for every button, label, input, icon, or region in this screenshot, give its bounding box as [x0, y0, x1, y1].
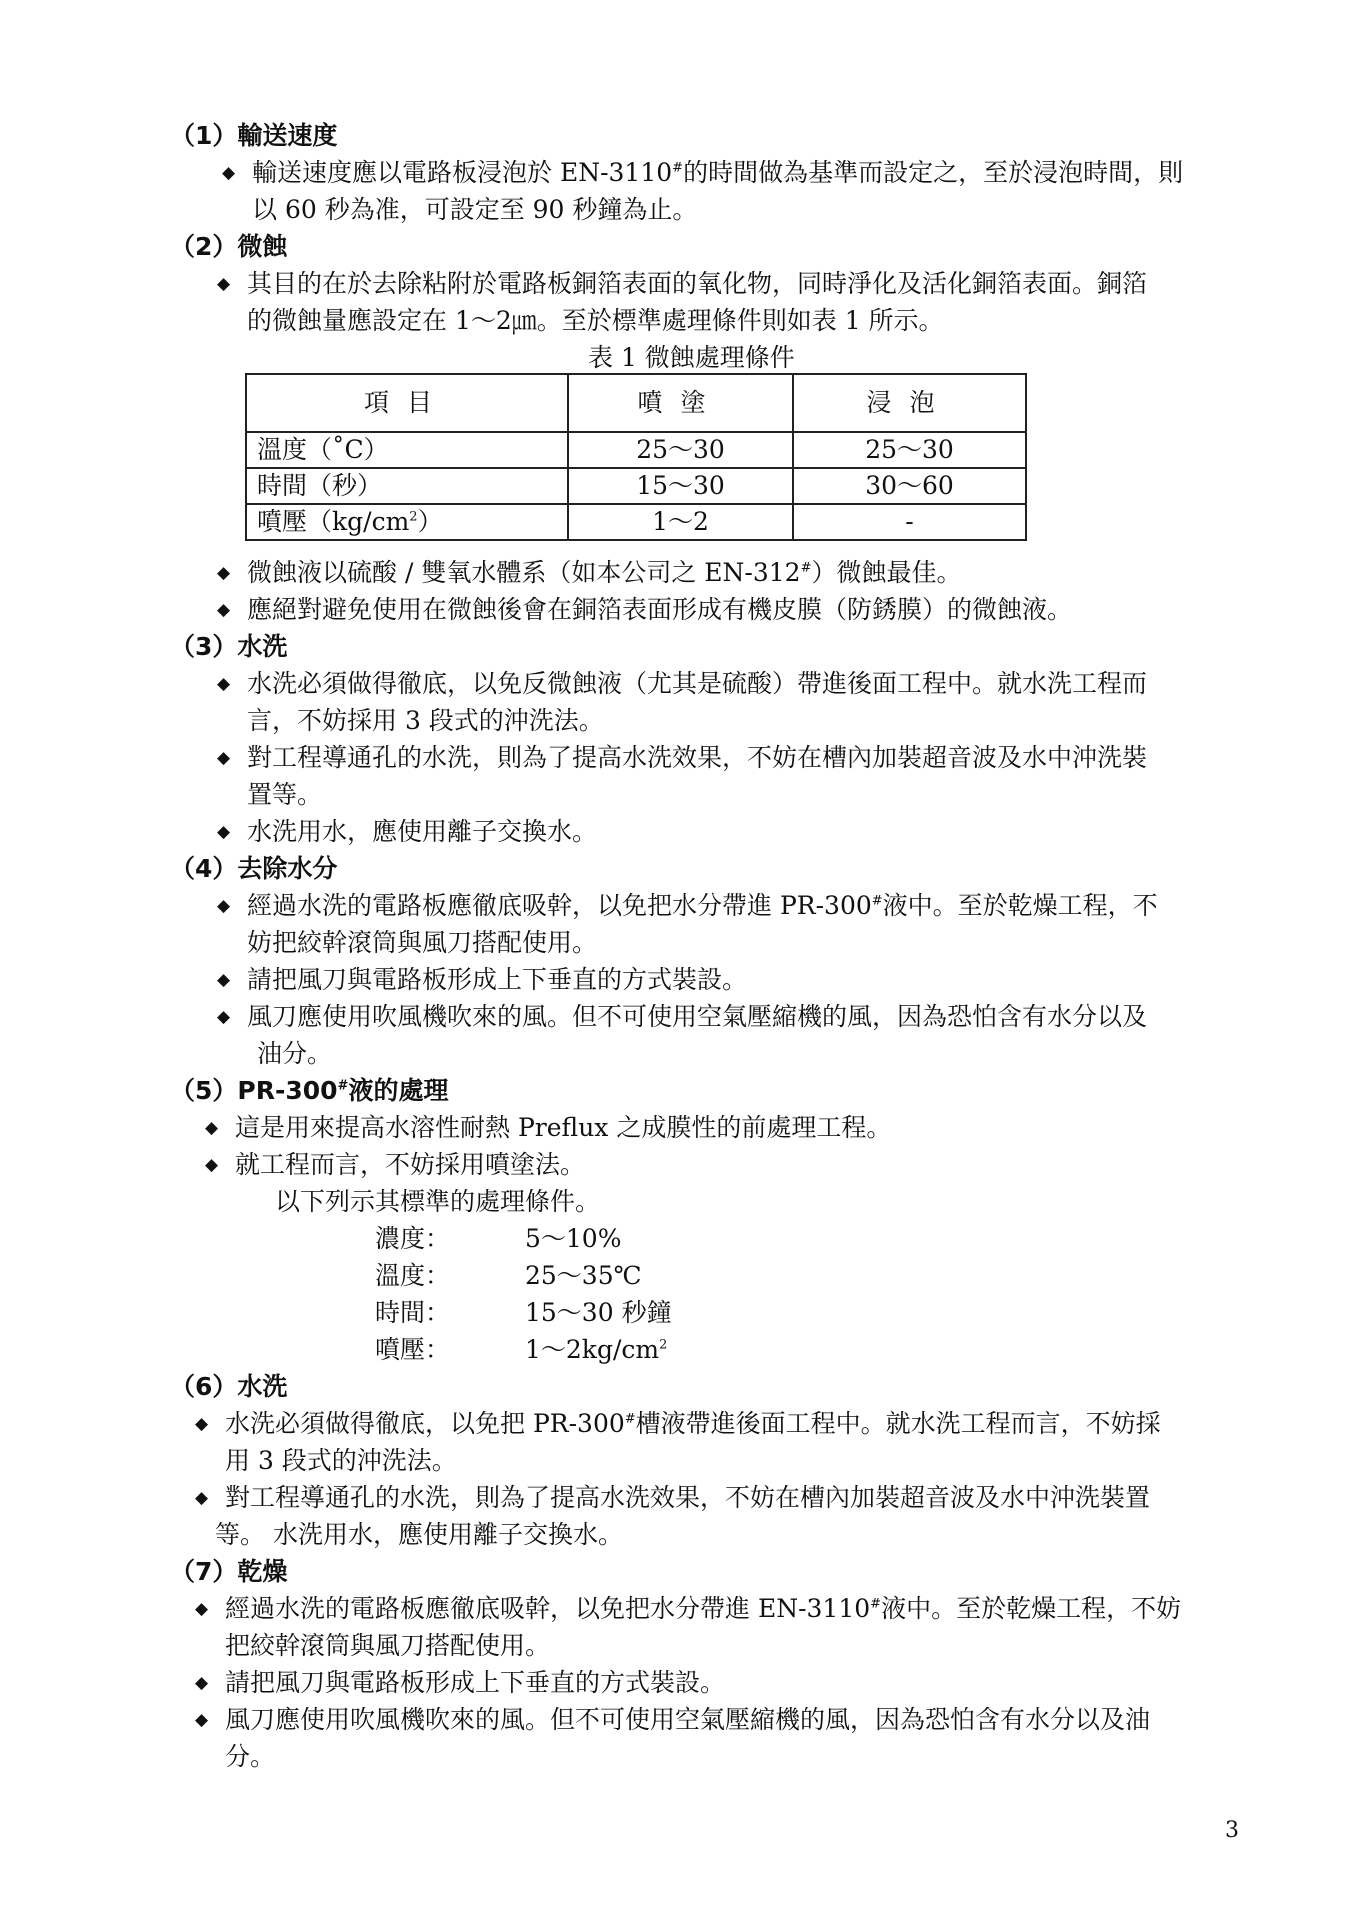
header-dip: 浸泡: [793, 374, 1026, 432]
section-5-title: （5）PR-300#液的處理: [170, 1076, 449, 1105]
section-1-title: （1）輸送速度: [170, 121, 338, 150]
spray-value: 25～30: [568, 432, 793, 468]
s3-bullet-1: ◆ 水洗必須做得徹底，以免反微蝕液（尤其是硫酸）帶進後面工程中。就水洗工程而: [247, 666, 1147, 702]
etch-conditions-table: [245, 373, 1027, 541]
section-7-title: （7）乾燥: [170, 1557, 288, 1586]
s6-bullet-2-cont: 等。 水洗用水，應使用離子交換水。: [215, 1520, 623, 1549]
s7-bullet-3-cont: 分。: [225, 1742, 276, 1771]
row-label: 溫度（˚C）: [246, 432, 568, 468]
cond-key: 時間：: [375, 1298, 451, 1327]
s3-bullet-3: ◆ 水洗用水，應使用離子交換水。: [247, 814, 597, 850]
dip-value: -: [793, 504, 1026, 540]
s3-bullet-1-cont: 言，不妨採用 3 段式的沖洗法。: [247, 706, 604, 735]
s5-intro: 以下列示其標準的處理條件。: [275, 1187, 601, 1216]
s6-bullet-1-cont: 用 3 段式的沖洗法。: [225, 1446, 457, 1475]
dip-value: 25～30: [793, 432, 1026, 468]
s2-bullet-1: ◆ 其目的在於去除粘附於電路板銅箔表面的氧化物，同時淨化及活化銅箔表面。銅箔: [247, 266, 1147, 302]
cond-key: 溫度：: [375, 1261, 451, 1290]
page-number: 3: [1225, 1818, 1239, 1843]
cond-key: 噴壓：: [375, 1335, 451, 1364]
s6-bullet-1: ◆ 水洗必須做得徹底，以免把 PR-300#槽液帶進後面工程中。就水洗工程而言，不妨採: [225, 1406, 1161, 1442]
s4-bullet-1: ◆ 經過水洗的電路板應徹底吸幹，以免把水分帶進 PR-300#液中。至於乾燥工程，不: [247, 888, 1158, 924]
header-spray: 噴塗: [568, 374, 793, 432]
cond-value: 25～35℃: [525, 1261, 642, 1290]
table-caption: 表 1 微蝕處理條件: [588, 343, 795, 372]
s7-bullet-3: ◆ 風刀應使用吹風機吹來的風。但不可使用空氣壓縮機的風，因為恐怕含有水分以及油: [225, 1702, 1150, 1738]
spray-value: 15～30: [568, 468, 793, 504]
s5-bullet-1: ◆ 這是用來提高水溶性耐熱 Preflux 之成膜性的前處理工程。: [235, 1110, 891, 1146]
s1-bullet-1: ◆ 輸送速度應以電路板浸泡於 EN-3110#的時間做為基準而設定之，至於浸泡時間，則: [252, 155, 1183, 191]
cond-value: 15～30 秒鐘: [525, 1298, 672, 1327]
section-2-title: （2）微蝕: [170, 232, 288, 261]
table-row: [246, 432, 1026, 468]
s3-bullet-2: ◆ 對工程導通孔的水洗，則為了提高水洗效果，不妨在槽內加裝超音波及水中沖洗裝: [247, 740, 1147, 776]
s2-bullet-2: ◆ 微蝕液以硫酸 / 雙氧水體系（如本公司之 EN-312#）微蝕最佳。: [247, 555, 961, 591]
s2-bullet-1-cont: 的微蝕量應設定在 1～2㎛。至於標準處理條件則如表 1 所示。: [247, 306, 944, 335]
section-4-title: （4）去除水分: [170, 854, 338, 883]
s4-bullet-2: ◆ 請把風刀與電路板形成上下垂直的方式裝設。: [247, 962, 747, 998]
s4-bullet-3: ◆ 風刀應使用吹風機吹來的風。但不可使用空氣壓縮機的風，因為恐怕含有水分以及: [247, 999, 1147, 1035]
spray-value: 1～2: [568, 504, 793, 540]
s7-bullet-2: ◆ 請把風刀與電路板形成上下垂直的方式裝設。: [225, 1665, 725, 1701]
cond-value: $1\sim 2kg/cm^2$: [525, 1335, 668, 1364]
table-row: [246, 468, 1026, 504]
s6-bullet-2: ◆ 對工程導通孔的水洗，則為了提高水洗效果，不妨在槽內加裝超音波及水中沖洗裝置: [225, 1480, 1150, 1516]
s5-bullet-2: ◆ 就工程而言，不妨採用噴塗法。: [235, 1147, 585, 1183]
s7-bullet-1-cont: 把絞幹滾筒與風刀搭配使用。: [225, 1631, 551, 1660]
cond-value: 5～10%: [525, 1224, 622, 1253]
s1-bullet-1-cont: 以 60 秒為准，可設定至 90 秒鐘為止。: [252, 195, 698, 224]
header-item: 項目: [246, 374, 568, 432]
s7-bullet-1: ◆ 經過水洗的電路板應徹底吸幹，以免把水分帶進 EN-3110#液中。至於乾燥工程，不妨: [225, 1591, 1181, 1627]
cond-key: 濃度：: [375, 1224, 451, 1253]
s2-bullet-3: ◆ 應絕對避免使用在微蝕後會在銅箔表面形成有機皮膜（防銹膜）的微蝕液。: [247, 592, 1072, 628]
row-label: 噴壓$(kg/cm^2)$: [246, 504, 568, 540]
section-3-title: （3）水洗: [170, 632, 288, 661]
row-label: 時間（秒）: [246, 468, 568, 504]
table-row: [246, 504, 1026, 540]
section-6-title: （6）水洗: [170, 1372, 288, 1401]
s4-bullet-3-cont: 油分。: [257, 1039, 333, 1068]
s4-bullet-1-cont: 妨把絞幹滾筒與風刀搭配使用。: [247, 928, 598, 957]
table-header-row: [246, 374, 1026, 432]
dip-value: 30～60: [793, 468, 1026, 504]
s3-bullet-2-cont: 置等。: [247, 780, 323, 809]
